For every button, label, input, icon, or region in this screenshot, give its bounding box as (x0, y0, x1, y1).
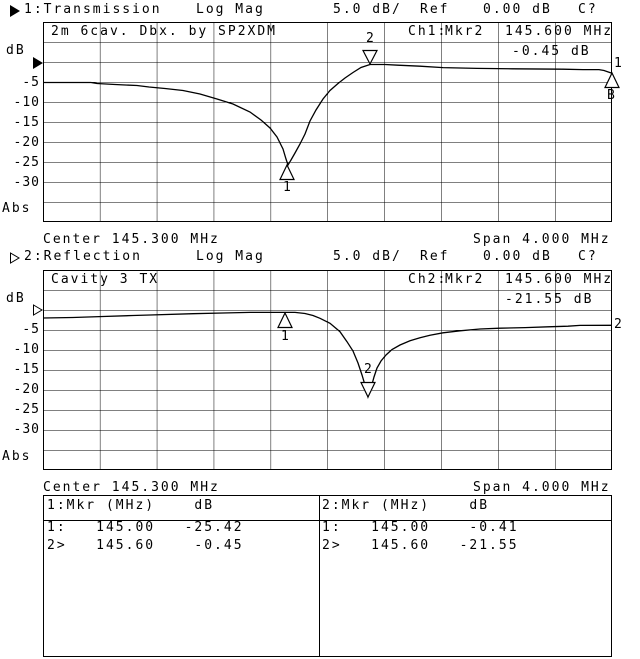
ch1-header-title (24, 3, 162, 17)
ch1-ref-label: Ref (420, 2, 450, 17)
ch2-header-title (24, 250, 142, 264)
mkr-table-ch2-row1: 1: 145.00 -0.41 (322, 520, 519, 535)
ch1-number: 1: (24, 2, 44, 17)
mkr-table-ch1-row2: 2> 145.60 -0.45 (47, 538, 244, 553)
ch1-trace-number-label: 1 (614, 56, 622, 71)
ch2-trace-number-label: 2 (614, 317, 622, 332)
mkr-table-ch1-row1: 1: 145.00 -25.42 (47, 520, 244, 535)
ch2-scale: 5.0 dB/ (333, 249, 402, 264)
ch2-marker2-label: 2 (364, 362, 372, 377)
mkr-table-ch2-header: 2:Mkr (MHz) dB (322, 498, 490, 513)
ch1-scale: 5.0 dB/ (333, 2, 402, 17)
ch1-tick--30: -30 (13, 175, 40, 190)
ch2-span: Span 4.000 MHz (473, 480, 611, 495)
ch2-plot-title: Cavity 3 TX (51, 272, 160, 287)
ch1-measurement-name: Transmission (43, 2, 162, 17)
ch2-measurement-name: Reflection (43, 249, 142, 264)
ch2-readout-mkr: Mkr2 (445, 272, 485, 287)
ch1-center-freq: Center 145.300 MHz (43, 232, 220, 247)
ch2-tick--30: -30 (13, 422, 40, 437)
ch2-tick--25: -25 (13, 402, 40, 417)
ch2-number: 2: (24, 249, 44, 264)
ch2-readout-ch: Ch2: (408, 272, 448, 287)
ch1-readout-freq: 145.600 MHz (505, 24, 614, 39)
ch1-tick--10: -10 (13, 95, 40, 110)
ch1-format: Log Mag (196, 2, 265, 17)
ch1-readout-mkr: Mkr2 (445, 24, 485, 39)
ch1-edge-flag-label: B (607, 88, 615, 103)
ch1-ref-marker-icon (33, 57, 43, 69)
ch1-tick--15: -15 (13, 115, 40, 130)
ch2-center-freq: Center 145.300 MHz (43, 480, 220, 495)
ch2-tick--20: -20 (13, 382, 40, 397)
channel1-active-icon (10, 5, 20, 17)
ch2-ref-value: 0.00 dB (483, 249, 552, 264)
ch2-marker1-label: 1 (281, 329, 289, 344)
ch1-span: Span 4.000 MHz (473, 232, 611, 247)
ch1-marker2-label: 2 (366, 31, 374, 46)
ch2-ref-label: Ref (420, 249, 450, 264)
ch1-marker1-label: 1 (283, 180, 291, 195)
ch1-tick--25: -25 (13, 155, 40, 170)
ch2-cal-status: C? (578, 249, 598, 264)
ch2-format: Log Mag (196, 249, 265, 264)
ch1-tick--20: -20 (13, 135, 40, 150)
ch2-tick--10: -10 (13, 342, 40, 357)
ch1-ref-value: 0.00 dB (483, 2, 552, 17)
ch2-abs-label: Abs (2, 449, 32, 464)
ch2-readout-freq: 145.600 MHz (505, 272, 614, 287)
ch2-tick--15: -15 (13, 362, 40, 377)
mkr-table-ch1-header: 1:Mkr (MHz) dB (47, 498, 215, 513)
ch1-y-unit: dB (6, 43, 26, 58)
ch2-y-unit: dB (6, 291, 26, 306)
ch2-ref-marker-icon (33, 304, 43, 316)
ch2-tick--5: -5 (22, 322, 40, 337)
ch1-plot-title: 2m 6cav. Dbx. by SP2XDM (51, 24, 278, 39)
ch1-abs-label: Abs (2, 201, 32, 216)
ch1-readout-value: -0.45 dB (512, 44, 591, 59)
ch2-readout-value: -21.55 dB (505, 292, 594, 307)
mkr-table-ch2-row2: 2> 145.60 -21.55 (322, 538, 519, 553)
ch1-readout-ch: Ch1: (408, 24, 448, 39)
ch1-cal-status: C? (578, 2, 598, 17)
ch1-tick--5: -5 (22, 75, 40, 90)
channel2-indicator-icon (10, 252, 20, 264)
